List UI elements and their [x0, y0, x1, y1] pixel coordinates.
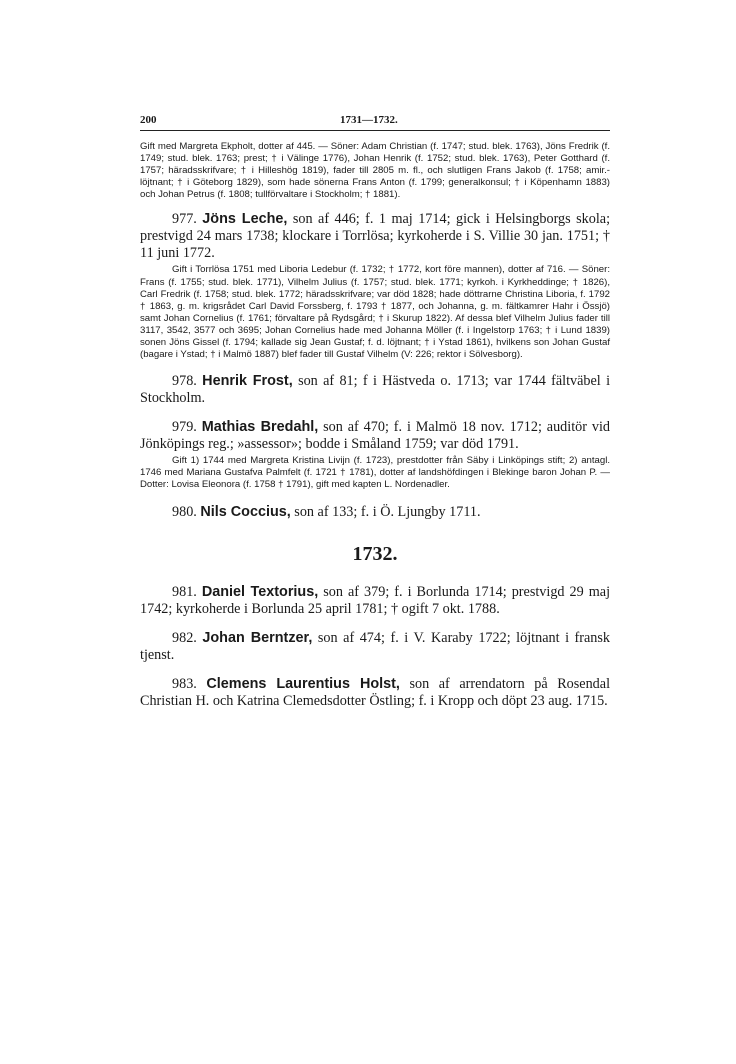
entry-983	[140, 676, 610, 710]
entry-name: Mathias Bredahl,	[201, 419, 319, 436]
continuation-note: Gift med Margreta Ekpholt, dotter af 445. — Söner: Adam Christian (f. 1747; stud. blek. 1763), Jöns Fredrik (f. 1749; stud. blek. 1763; prest; † i Välinge 1776), Johan Henrik (f. 1752; stud. blek. 1763), Peter Gotthard (f. 1757; häradsskrifvare; † i Hilleshög 1819), fader till 2805 m. fl., och slutligen Frans Jakob (f. 1758; amir.-löjtnant; † i Göteborg 1829), som hade sönerna Frans Anton (f. 1799; generalkonsul; † i Köpenhamn 1883) och Johan Petrus (f. 1808; tullförvaltare i Stockholm; † 1881).	[140, 141, 610, 201]
entry-text: son af 446; f. 1 maj 1714; gick i Helsingborgs skola; prestvigd 24 mars 1738; klockare i Torrlösa; kyrkoherde i S. Villie 30 jan. 1751; † 11 juni 1772.	[140, 211, 611, 262]
note-977: Gift i Torrlösa 1751 med Liboria Ledebur (f. 1732; † 1772, kort före mannen), dotter af 716. — Söner: Frans (f. 1755; stud. blek. 1771), Vilhelm Julius (f. 1757; stud. blek. 1771; kyrkoh. i Kyrkheddinge; † 1826), Carl Fredrik (f. 1758; stud. blek. 1772; häradsskrifvare; var död 1828; hade döttrarne Christina Liboria, f. 1792 † 1863, g. m. krigsrådet Carl David Forssberg, f. 1793 † 1877, och Johanna, g. m. fältkamrer Hahr i Össjö) samt Johan Cornelius (f. 1761; förvaltare på Rydsgård; † i Skurup 1822). Af dessa blef Vilhelm Julius fader till 3117, 3542, 3577 och 3695; Johan Cornelius hade med Johanna Möller (f. i Ingelstorp 1763; † i Lund 1839) sonen Jöns Gissel (f. 1794; kallade sig Jean Gustaf; f. d. löjtnant; † i Ystad 1861), hvilkens son Johan Gustaf (bagare i Ystad; † i Malmö 1887) blef fader till Gustaf Vilhelm (V: 226; rektor i Sölvesborg).	[140, 264, 610, 361]
entry-name: Clemens Laurentius Holst,	[206, 675, 400, 692]
page-number: 200	[140, 114, 157, 126]
entry-name: Nils Coccius,	[200, 503, 291, 520]
note-979: Gift 1) 1744 med Margreta Kristina Livijn (f. 1723), prestdotter från Säby i Linköpings stift; 2) antagl. 1746 med Mariana Gustafva Palmfelt (f. 1721 † 1781), dotter af landshöfdingen i Blekinge baron Johan P. — Dotter: Lovisa Eleonora (f. 1758 † 1791), gift med kapten L. Nordenadler.	[140, 455, 610, 491]
entry-979	[140, 419, 610, 453]
entry-name: Daniel Textorius,	[201, 583, 319, 600]
entry-980	[140, 504, 610, 521]
running-head	[140, 112, 610, 131]
entry-number: 979.	[172, 419, 197, 436]
entry-number: 978.	[172, 373, 197, 390]
entry-name: Henrik Frost,	[202, 373, 293, 390]
entry-981	[140, 584, 610, 618]
entry-text: son af 379; f. i Borlunda 1714; prestvigd 29 maj 1742; kyrkoherde i Borlunda 25 april 1781; † ogift 7 okt. 1788.	[140, 583, 611, 617]
entry-978	[140, 373, 610, 407]
entry-number: 982.	[172, 629, 197, 646]
entry-977	[140, 211, 610, 262]
entry-text: son af 474; f. i V. Karaby 1722; löjtnant i fransk tjenst.	[140, 629, 611, 663]
entry-text: son af arrendatorn på Rosendal Christian H. och Katrina Clemedsdotter Östling; f. i Kropp och döpt 23 aug. 1715.	[140, 675, 611, 709]
entry-text: son af 81; f i Hästveda o. 1713; var 1744 fältväbel i Stockholm.	[140, 373, 611, 407]
year-range: 1731—1732.	[340, 114, 398, 126]
year-heading: 1732.	[352, 542, 398, 565]
entry-982	[140, 630, 610, 664]
entry-number: 977.	[172, 211, 197, 228]
entry-number: 981.	[172, 583, 197, 600]
entry-number: 980.	[172, 503, 197, 520]
entry-number: 983.	[172, 675, 197, 692]
entry-name: Jöns Leche,	[202, 211, 288, 228]
book-page	[140, 112, 610, 710]
entry-text: son af 470; f. i Malmö 18 nov. 1712; auditör vid Jönköpings reg.; »assessor»; bodde i Småland 1759; var död 1791.	[140, 419, 611, 453]
entry-text: son af 133; f. i Ö. Ljungby 1711.	[294, 503, 481, 520]
entry-name: Johan Berntzer,	[202, 629, 313, 646]
